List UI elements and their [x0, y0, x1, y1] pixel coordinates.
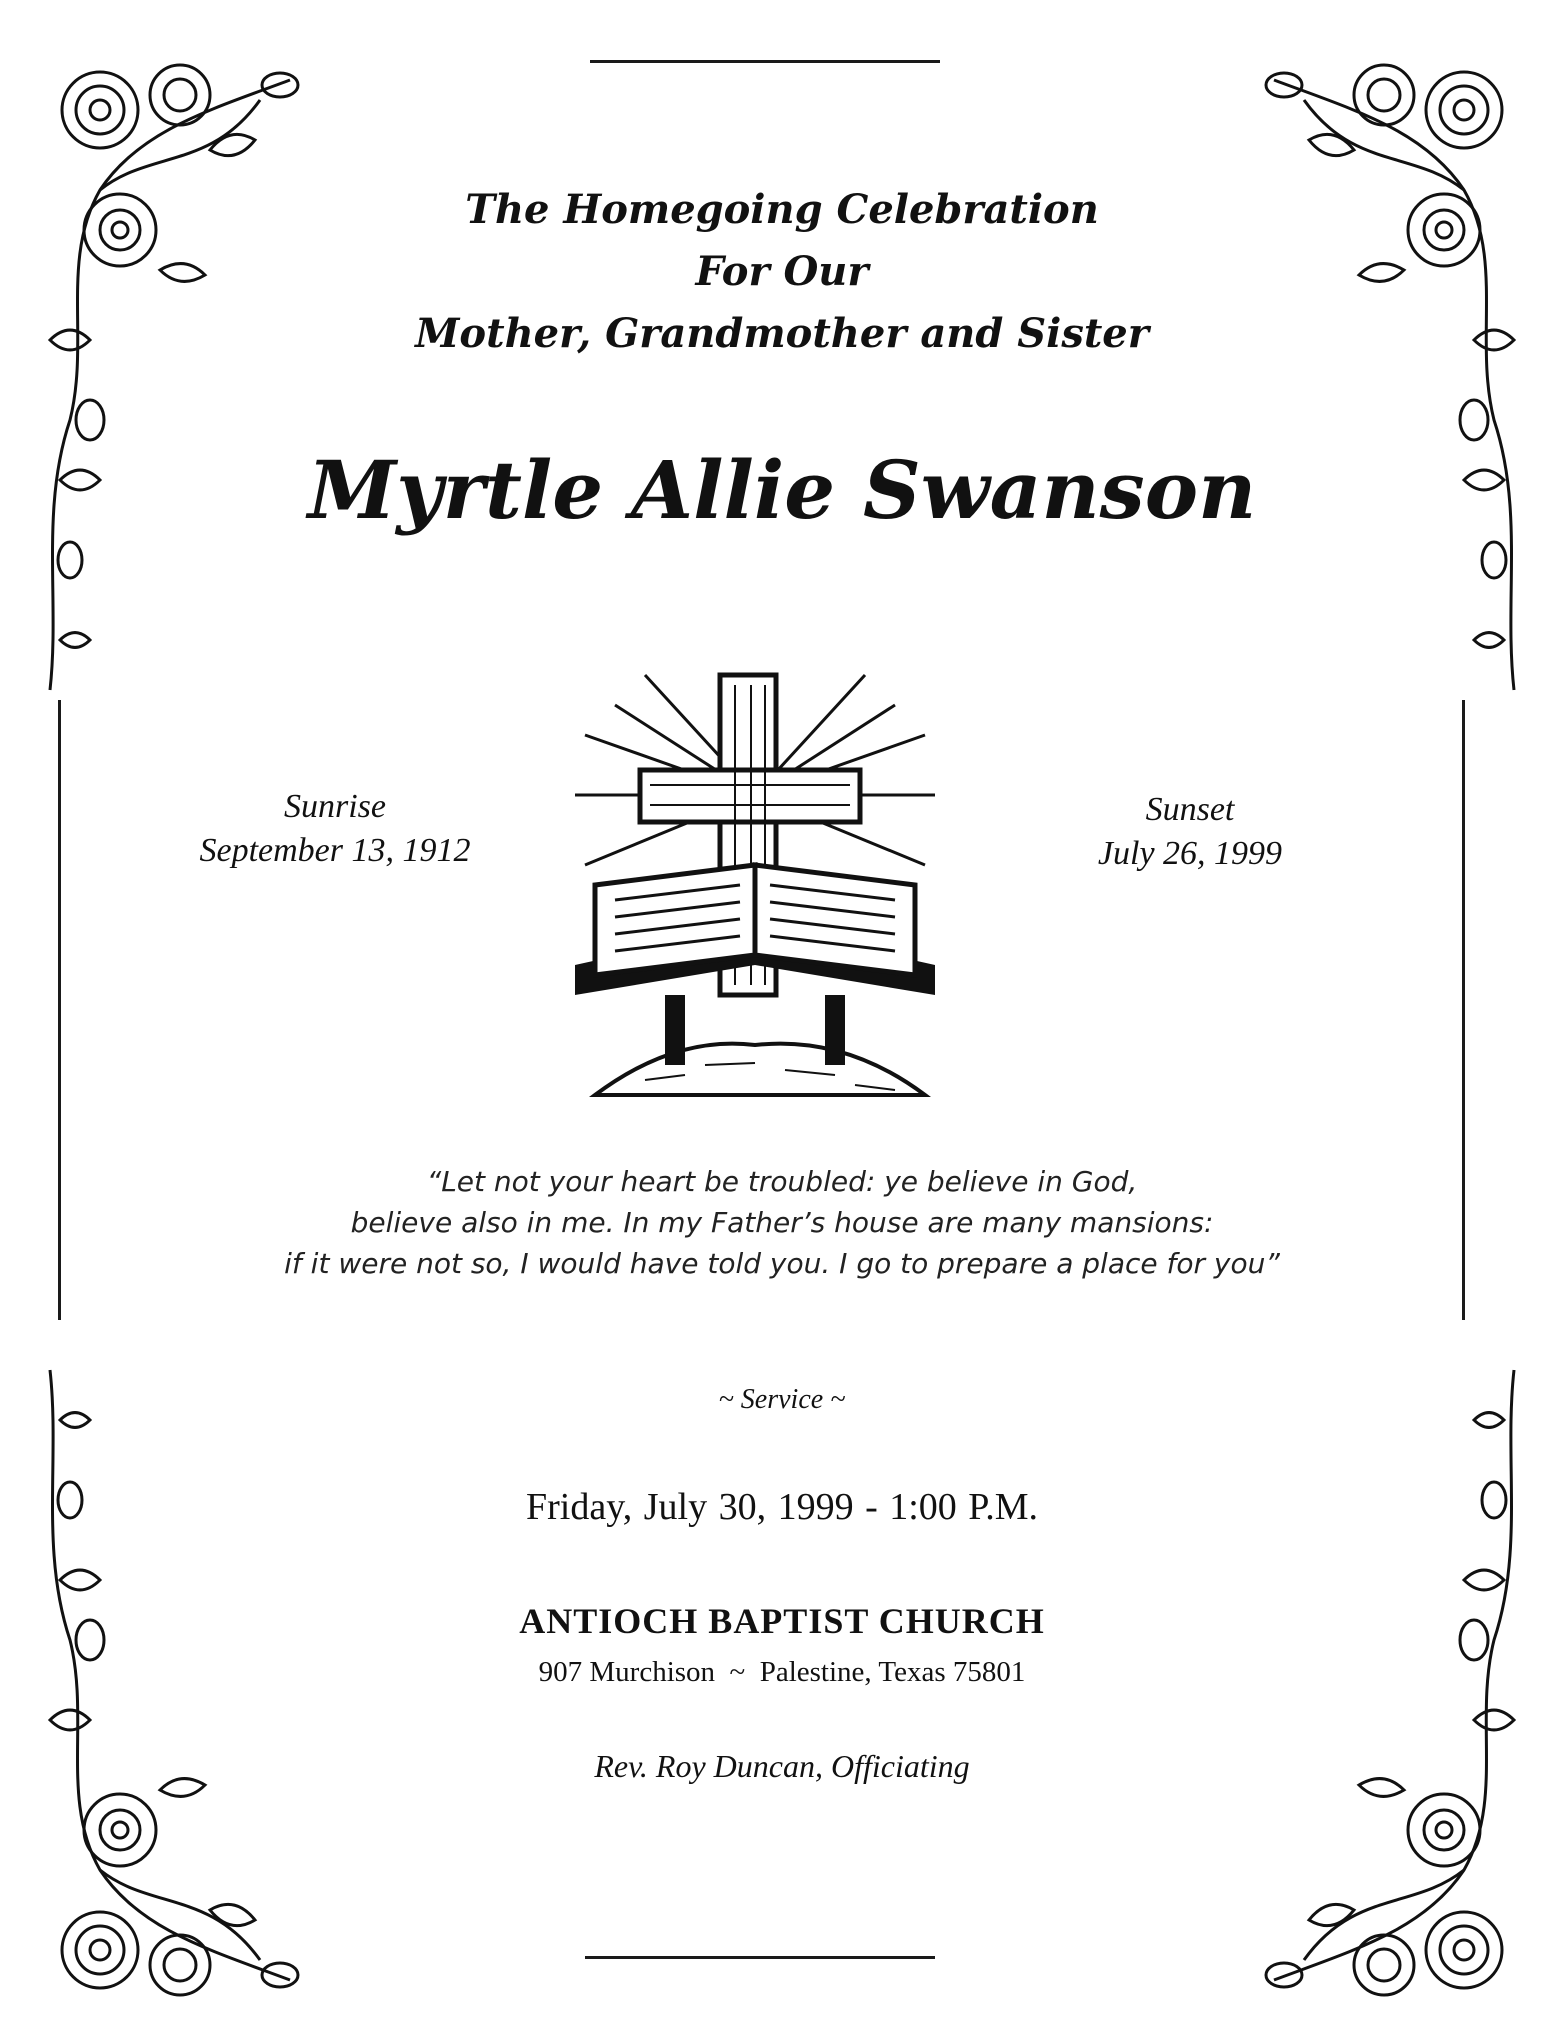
church-address: 907 Murchison ~ Palestine, Texas 75801: [538, 1656, 1026, 1688]
verse-line-1: “Let not your heart be troubled: ye believe in God,: [426, 1165, 1138, 1198]
heading-line-1: The Homegoing Celebration: [465, 186, 1099, 233]
verse-line-2: believe also in me. In my Father’s house are many mansions:: [350, 1206, 1214, 1239]
heading-line-3: Mother, Grandmother and Sister: [415, 310, 1149, 357]
verse-line-3: if it were not so, I would have told you. I go to prepare a place for you”: [284, 1247, 1280, 1280]
church-name: ANTIOCH BAPTIST CHURCH: [519, 1601, 1045, 1641]
sunset-date: July 26, 1999: [1097, 835, 1283, 872]
rose-vine-icon: [30, 40, 330, 720]
bottom-border-rule: [585, 1956, 935, 1959]
sunset-label: Sunset: [1145, 791, 1235, 828]
top-border-rule: [590, 60, 940, 63]
sunset-block: [980, 788, 1400, 876]
cross-bible-icon: [555, 665, 955, 1125]
rose-vine-icon: [1234, 40, 1534, 720]
sunrise-label: Sunrise: [284, 788, 386, 825]
sunrise-date: September 13, 1912: [199, 832, 471, 869]
service-datetime: Friday, July 30, 1999 - 1:00 P.M.: [525, 1486, 1038, 1528]
service-label: ~ Service ~: [718, 1384, 846, 1415]
officiant: Rev. Roy Duncan, Officiating: [594, 1748, 970, 1784]
sunrise-block: [125, 785, 545, 873]
deceased-name: Myrtle Allie Swanson: [307, 443, 1257, 537]
heading-line-2: For Our: [695, 248, 869, 295]
